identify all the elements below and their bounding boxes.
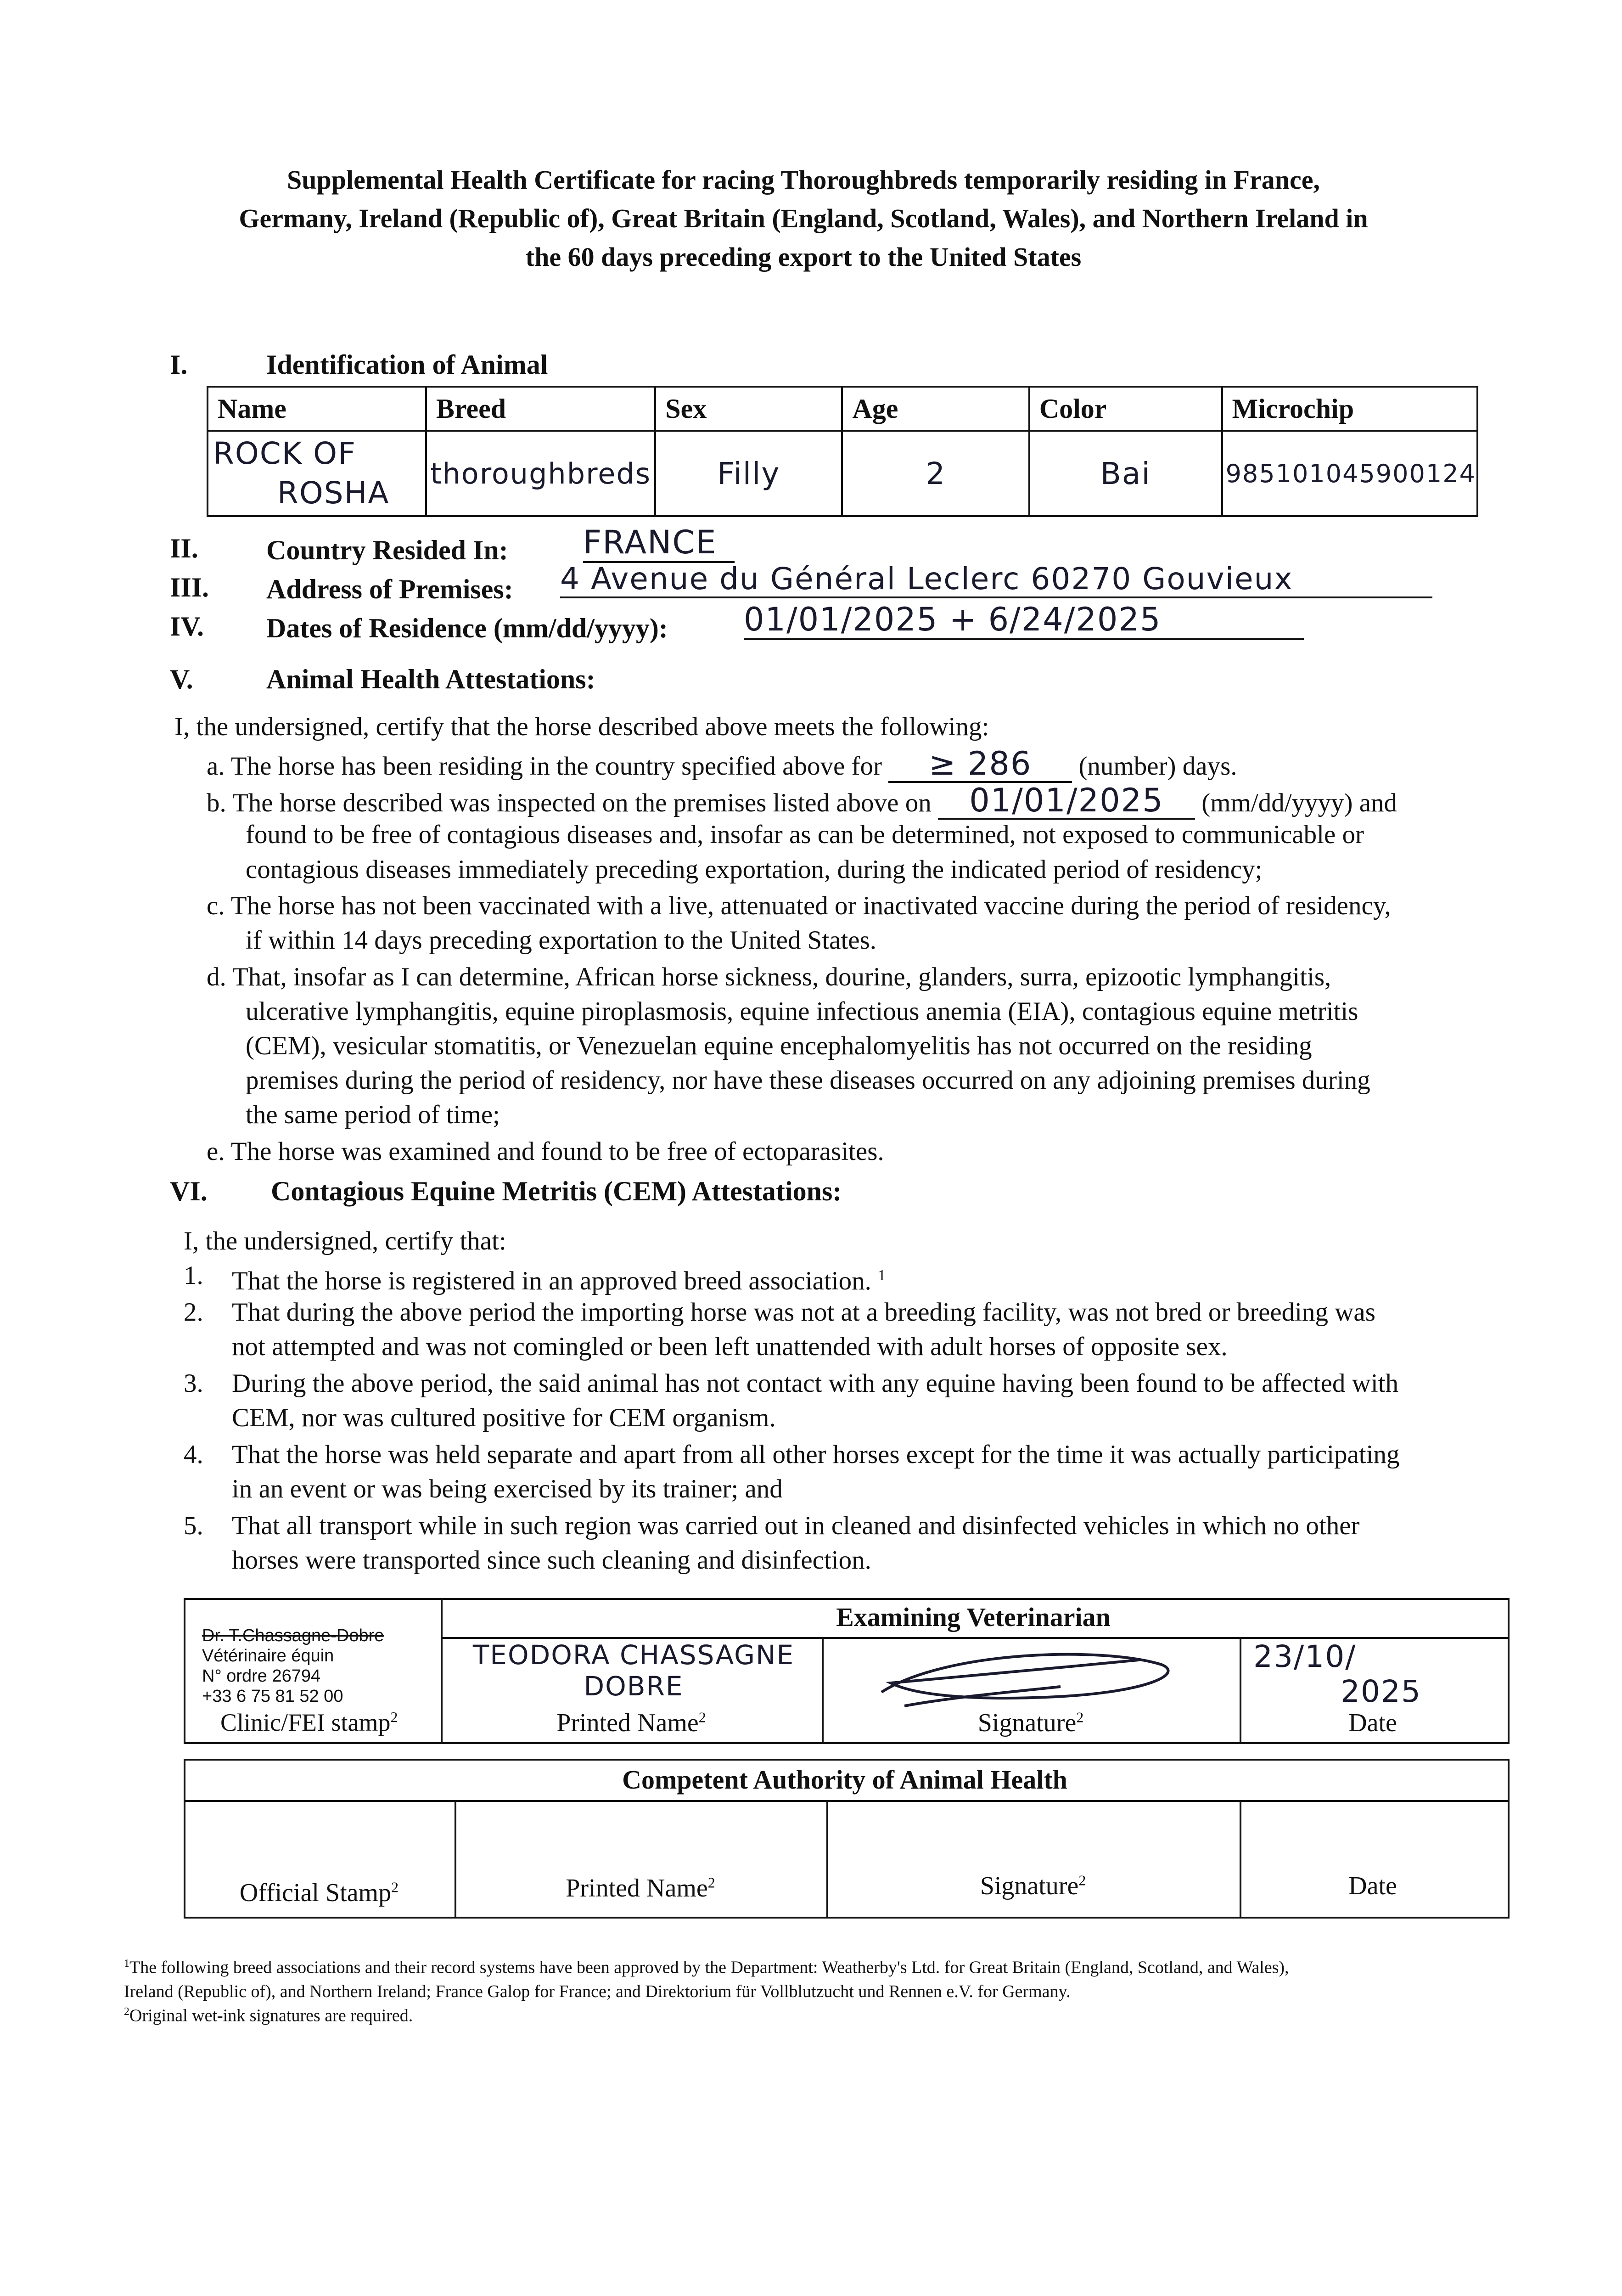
color-cell: Bai	[1029, 431, 1222, 516]
certificate-title	[129, 161, 1478, 276]
cem-item-4-line-2: in an event or was being exercised by its trainer; and	[232, 1474, 783, 1503]
vet-clinic-stamp	[202, 1626, 384, 1706]
official-stamp-label-text: Official Stamp	[239, 1879, 392, 1907]
attestation-d-line-3: (CEM), vesicular stomatitis, or Venezuelan equine encephalomyelitis has not occurred on the residing	[246, 1031, 1312, 1060]
authority-signature-label-text: Signature	[980, 1872, 1079, 1900]
vet-date-line-1: 23/10/	[1253, 1639, 1357, 1674]
vet-printed-name-value	[455, 1639, 813, 1702]
vet-printed-name-label	[441, 1708, 822, 1738]
cem-item-5-line-1: That all transport while in such region was carried out in cleaned and disinfected vehicles in which no other	[232, 1511, 1360, 1540]
name-cell	[208, 431, 426, 516]
address-label: Address of Premises:	[266, 574, 513, 604]
attestation-a-text: a. The horse has been residing in the country specified above for	[207, 752, 882, 781]
sex-cell: Filly	[655, 431, 842, 516]
cem-item-1	[232, 1258, 886, 1299]
attestation-a-suffix: (number) days.	[1078, 752, 1237, 781]
section-2-number: II.	[170, 533, 198, 563]
attestation-b-line-3: contagious diseases immediately preceding exportation, during the indicated period of residency;	[246, 855, 1263, 884]
section-5-heading: Animal Health Attestations:	[266, 664, 595, 694]
vet-signature-label	[822, 1708, 1240, 1738]
divider	[184, 1800, 1508, 1802]
attestation-b-line-2: found to be free of contagious diseases and, insofar as can be determined, not exposed to communicable or	[246, 820, 1364, 849]
animal-identification-table	[207, 386, 1478, 517]
dates-label: Dates of Residence (mm/dd/yyyy):	[266, 613, 668, 643]
cem-item-1-number: 1.	[184, 1261, 203, 1290]
authority-printed-name-label	[455, 1874, 826, 1903]
signature-label-text: Signature	[977, 1709, 1077, 1737]
dates-value: 01/01/2025 + 6/24/2025	[744, 601, 1304, 640]
title-line-1: Supplemental Health Certificate for racing Thoroughbreds temporarily residing in France,	[286, 165, 1320, 195]
country-value: FRANCE	[583, 523, 735, 563]
attestation-d-line-2: ulcerative lymphangitis, equine piroplasmosis, equine infectious anemia (EIA), contagious equine metritis	[246, 997, 1358, 1026]
footnote-2-number: 2	[124, 2006, 129, 2018]
table-header-row	[208, 387, 1477, 431]
stamp-line-2: Vétérinaire équin	[202, 1646, 334, 1666]
name-value-line-2: ROSHA	[277, 475, 390, 511]
section-3-number: III.	[170, 572, 209, 602]
stamp-line-4: +33 6 75 81 52 00	[202, 1687, 343, 1706]
cem-item-3-line-2: CEM, nor was cultured positive for CEM organism.	[232, 1403, 776, 1432]
section-6-heading: Contagious Equine Metritis (CEM) Attestations:	[271, 1176, 842, 1206]
section-4-number: IV.	[170, 611, 204, 642]
stamp-line-1: Dr. T.Chassagne-Dobre	[202, 1626, 384, 1645]
authority-date-label: Date	[1348, 1872, 1397, 1900]
section-5-number: V.	[170, 664, 193, 694]
vet-date-label: Date	[1348, 1709, 1397, 1737]
col-sex-header: Sex	[655, 387, 842, 431]
footnote-2-marker: 2	[707, 1874, 715, 1891]
title-line-3: the 60 days preceding export to the United States	[525, 242, 1082, 272]
title-line-2: Germany, Ireland (Republic of), Great Britain (England, Scotland, Wales), and Northern Ireland in	[239, 203, 1368, 233]
footnote-1-line-2: Ireland (Republic of), and Northern Ireland; France Galop for France; and Direktorium für Vollblutzucht und Rennen e.V. for Germany.	[124, 1981, 1071, 2001]
attestation-a	[207, 746, 1237, 784]
cem-item-5-line-2: horses were transported since such cleaning and disinfection.	[232, 1546, 871, 1575]
vet-date-line-2: 2025	[1341, 1674, 1421, 1709]
inspection-date-value: 01/01/2025	[938, 783, 1195, 820]
attestation-d-line-4: premises during the period of residency, nor have these diseases occurred on any adjoining premises during	[246, 1066, 1370, 1095]
col-color-header: Color	[1029, 387, 1222, 431]
cem-item-3-number: 3.	[184, 1369, 203, 1398]
footnote-1	[124, 1952, 1524, 2003]
table-row	[208, 431, 1477, 516]
cem-item-5-number: 5.	[184, 1511, 203, 1540]
vet-printed-name-line-2: DOBRE	[584, 1671, 684, 1702]
col-breed-header: Breed	[426, 387, 655, 431]
footnote-2-marker: 2	[390, 1709, 398, 1725]
attestation-e: e. The horse was examined and found to be free of ectoparasites.	[207, 1137, 884, 1166]
footnote-1-line-1	[124, 1952, 1524, 1980]
cem-item-4-line-1: That the horse was held separate and apart from all other horses except for the time it was actually participating	[232, 1440, 1400, 1469]
authority-printed-name-label-text: Printed Name	[566, 1874, 708, 1902]
vet-date-value	[1240, 1639, 1506, 1709]
printed-name-label-text: Printed Name	[556, 1709, 699, 1737]
footnote-2-marker: 2	[391, 1879, 399, 1896]
footnote-2-text: Original wet-ink signatures are required.	[129, 2006, 413, 2026]
attestation-b-suffix: (mm/dd/yyyy) and	[1201, 788, 1398, 817]
attestation-d-line-1: d. That, insofar as I can determine, African horse sickness, dourine, glanders, surra, epizootic lymphangitis,	[207, 962, 1331, 991]
cem-item-2-line-1: That during the above period the importing horse was not at a breeding facility, was not bred or breeding was	[232, 1298, 1375, 1327]
footnote-2-marker: 2	[698, 1709, 706, 1726]
footnote-1-text-1: The following breed associations and their record systems have been approved by the Department: Weatherby's Ltd. for Great Britain (England, Scotland, and Wales),	[129, 1958, 1289, 1977]
stamp-line-3: N° ordre 26794	[202, 1666, 321, 1686]
footnote-2	[124, 2000, 1524, 2028]
attestation-b-text: b. The horse described was inspected on the premises listed above on	[207, 788, 932, 817]
section-1-number: I.	[170, 349, 188, 380]
footnote-1-marker: 1	[878, 1267, 886, 1284]
attestation-b	[207, 783, 1397, 821]
attestation-c-line-2: if within 14 days preceding exportation to the United States.	[246, 926, 877, 955]
days-value: ≥ 286	[888, 746, 1072, 783]
country-label: Country Resided In:	[266, 535, 508, 565]
clinic-stamp-label	[220, 1708, 398, 1737]
footnote-1-number: 1	[124, 1958, 129, 1970]
section-5-intro: I, the undersigned, certify that the horse described above meets the following:	[174, 712, 989, 741]
address-value: 4 Avenue du Général Leclerc 60270 Gouvieux	[560, 561, 1432, 598]
section-6-intro: I, the undersigned, certify that:	[184, 1227, 506, 1255]
attestation-d-line-5: the same period of time;	[246, 1100, 500, 1129]
footnote-2-marker: 2	[1076, 1709, 1084, 1726]
section-1-heading: Identification of Animal	[266, 349, 548, 380]
attestation-c-line-1: c. The horse has not been vaccinated with a live, attenuated or inactivated vaccine during the period of residency,	[207, 891, 1391, 920]
authority-signature-label	[826, 1871, 1240, 1901]
competent-authority-heading: Competent Authority of Animal Health	[622, 1765, 1067, 1795]
clinic-stamp-label-text: Clinic/FEI stamp	[220, 1709, 391, 1736]
col-age-header: Age	[842, 387, 1029, 431]
col-microchip-header: Microchip	[1222, 387, 1477, 431]
cem-item-4-number: 4.	[184, 1440, 203, 1469]
cem-item-1-text: That the horse is registered in an approved breed association.	[232, 1266, 871, 1295]
examining-vet-heading: Examining Veterinarian	[836, 1602, 1111, 1632]
footnote-2-marker: 2	[1078, 1872, 1086, 1889]
name-value-line-1: ROCK OF	[213, 436, 357, 471]
cem-item-2-number: 2.	[184, 1298, 203, 1327]
breed-cell: thoroughbreds	[426, 431, 655, 516]
age-cell: 2	[842, 431, 1029, 516]
col-name-header: Name	[208, 387, 426, 431]
vet-printed-name-line-1: TEODORA CHASSAGNE	[472, 1639, 795, 1671]
section-6-number: VI.	[170, 1176, 208, 1206]
microchip-cell: 985101045900124	[1222, 431, 1477, 516]
official-stamp-label	[184, 1878, 455, 1908]
cem-item-2-line-2: not attempted and was not comingled or been left unattended with adult horses of opposite sex.	[232, 1332, 1228, 1361]
cem-item-3-line-1: During the above period, the said animal has not contact with any equine having been found to be affected with	[232, 1369, 1399, 1398]
